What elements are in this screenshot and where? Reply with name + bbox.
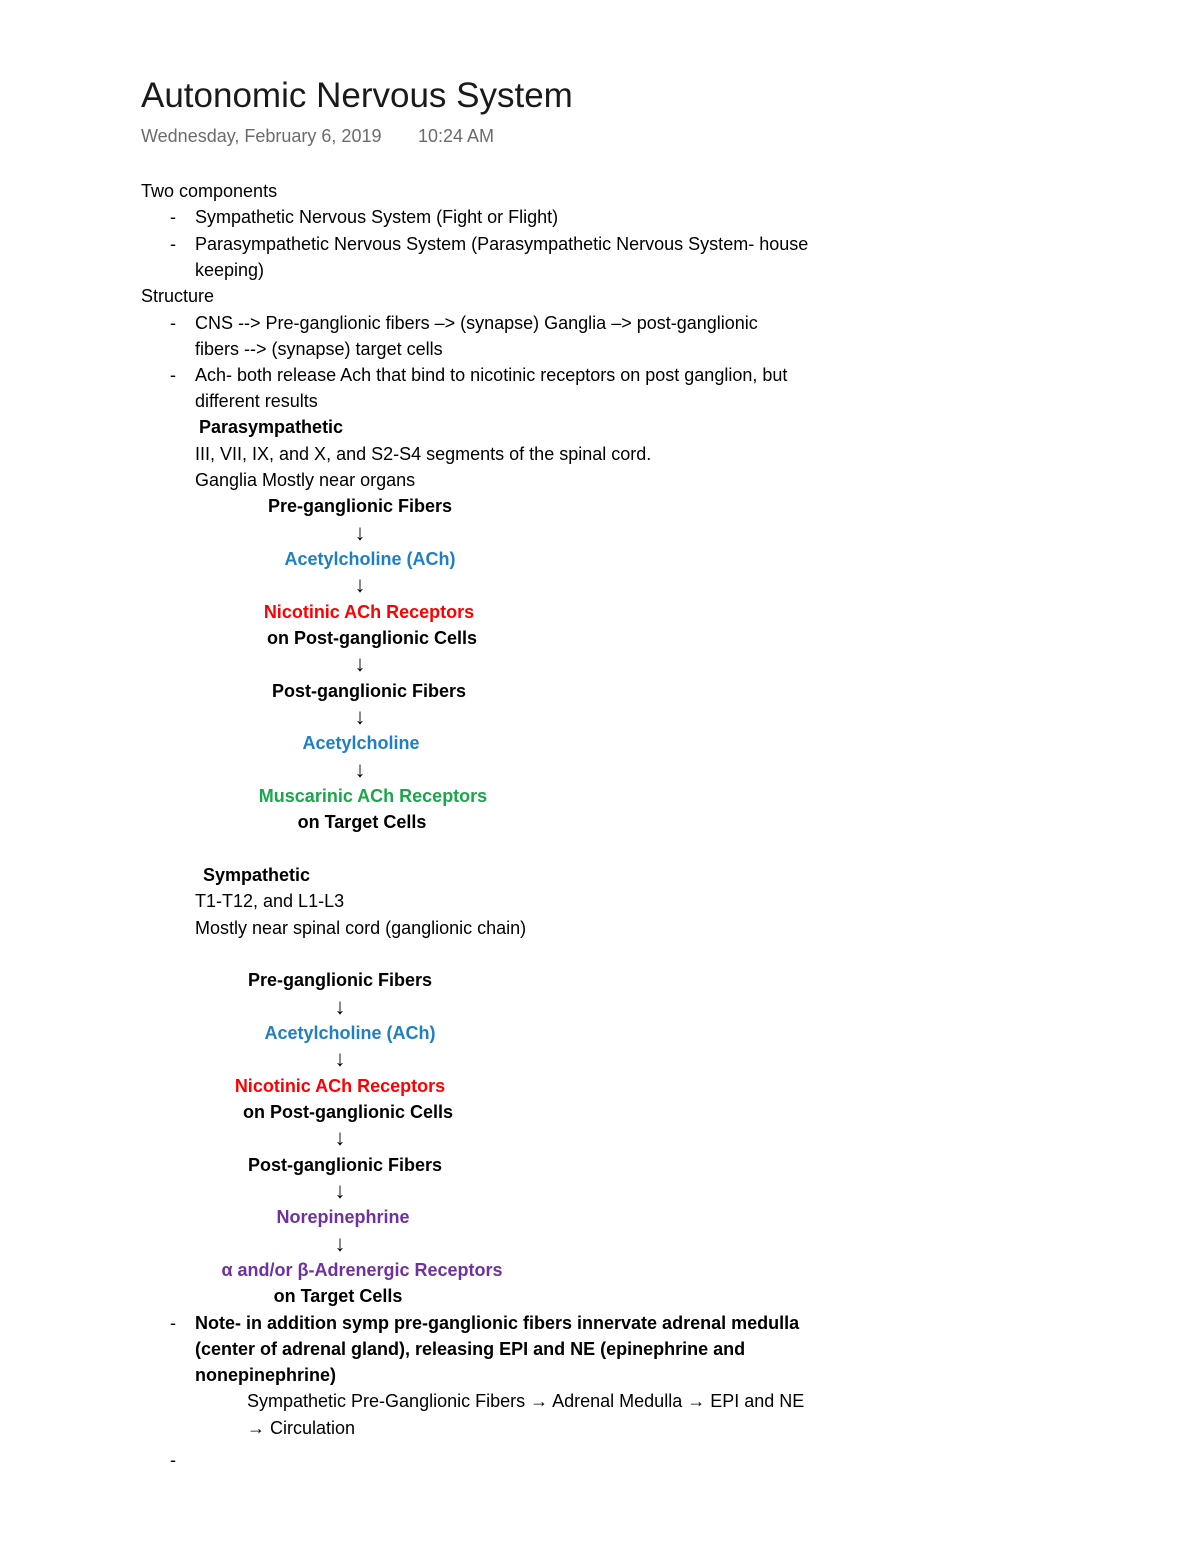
note-line-cont: (center of adrenal gland), releasing EPI and NE (epinephrine and (195, 1339, 746, 1359)
down-arrow-icon: ↓ (334, 994, 346, 1019)
cns-pathway-item-cont: fibers --> (synapse) target cells (195, 339, 443, 359)
note-line: Note- in addition symp pre-ganglionic fibers innervate adrenal medulla (195, 1313, 800, 1333)
para-pre-ganglionic-fibers: Pre-ganglionic Fibers (267, 496, 453, 516)
down-arrow-icon: ↓ (354, 704, 366, 729)
sympathetic-segments: T1-T12, and L1-L3 (195, 891, 345, 911)
ach-item: Ach- both release Ach that bind to nicotinic receptors on post ganglion, but (195, 365, 788, 385)
symp-adrenergic-receptors: α and/or β-Adrenergic Receptors (221, 1260, 503, 1280)
bullet-dash: - (170, 313, 176, 333)
parasympathetic-segments: III, VII, IX, and X, and S2-S4 segments of the spinal cord. (195, 444, 652, 464)
note-date: Wednesday, February 6, 2019 (141, 126, 382, 146)
symp-on-target-cells: on Target Cells (273, 1286, 403, 1306)
symp-on-post-ganglionic-cells: on Post-ganglionic Cells (242, 1102, 454, 1122)
down-arrow-icon: ↓ (354, 520, 366, 545)
adrenal-pathway-cont: → Circulation (247, 1418, 356, 1438)
symp-norepinephrine: Norepinephrine (276, 1207, 410, 1227)
bullet-dash: - (170, 234, 176, 254)
bullet-dash: - (170, 1313, 176, 1333)
adrenal-pathway: Sympathetic Pre-Ganglionic Fibers → Adrenal Medulla → EPI and NE (247, 1391, 805, 1411)
para-muscarinic-receptors: Muscarinic ACh Receptors (258, 786, 488, 806)
note-line-cont: nonepinephrine) (195, 1365, 336, 1385)
down-arrow-icon: ↓ (334, 1178, 346, 1203)
down-arrow-icon: ↓ (354, 572, 366, 597)
structure-label: Structure (141, 286, 215, 306)
two-components-label: Two components (141, 181, 278, 201)
sympathetic-heading: Sympathetic (203, 865, 311, 885)
cns-pathway-item: CNS --> Pre-ganglionic fibers –> (synapse) Ganglia –> post-ganglionic (195, 313, 758, 333)
down-arrow-icon: ↓ (334, 1231, 346, 1256)
para-acetylcholine-post: Acetylcholine (302, 733, 420, 753)
para-on-post-ganglionic-cells: on Post-ganglionic Cells (266, 628, 478, 648)
para-on-target-cells: on Target Cells (297, 812, 427, 832)
down-arrow-icon: ↓ (334, 1046, 346, 1071)
down-arrow-icon: ↓ (334, 1125, 346, 1150)
bullet-dash: - (170, 1450, 176, 1470)
para-nicotinic-receptors: Nicotinic ACh Receptors (263, 602, 475, 622)
bullet-dash: - (170, 365, 176, 385)
bullet-dash: - (170, 207, 176, 227)
sympathetic-ganglia: Mostly near spinal cord (ganglionic chain) (195, 918, 527, 938)
symp-acetylcholine: Acetylcholine (ACh) (264, 1023, 436, 1043)
parasympathetic-ns-item: Parasympathetic Nervous System (Parasympathetic Nervous System- house (195, 234, 809, 254)
symp-nicotinic-receptors: Nicotinic ACh Receptors (234, 1076, 446, 1096)
down-arrow-icon: ↓ (354, 651, 366, 676)
para-acetylcholine: Acetylcholine (ACh) (284, 549, 456, 569)
symp-post-ganglionic-fibers: Post-ganglionic Fibers (247, 1155, 443, 1175)
ach-item-cont: different results (195, 391, 318, 411)
parasympathetic-ns-item-cont: keeping) (195, 260, 265, 280)
sympathetic-ns-item: Sympathetic Nervous System (Fight or Flight) (195, 207, 559, 227)
symp-pre-ganglionic-fibers: Pre-ganglionic Fibers (247, 970, 433, 990)
note-time: 10:24 AM (418, 126, 495, 146)
parasympathetic-heading: Parasympathetic (199, 417, 344, 437)
down-arrow-icon: ↓ (354, 757, 366, 782)
page-title: Autonomic Nervous System (141, 76, 573, 115)
parasympathetic-ganglia: Ganglia Mostly near organs (195, 470, 416, 490)
para-post-ganglionic-fibers: Post-ganglionic Fibers (271, 681, 467, 701)
